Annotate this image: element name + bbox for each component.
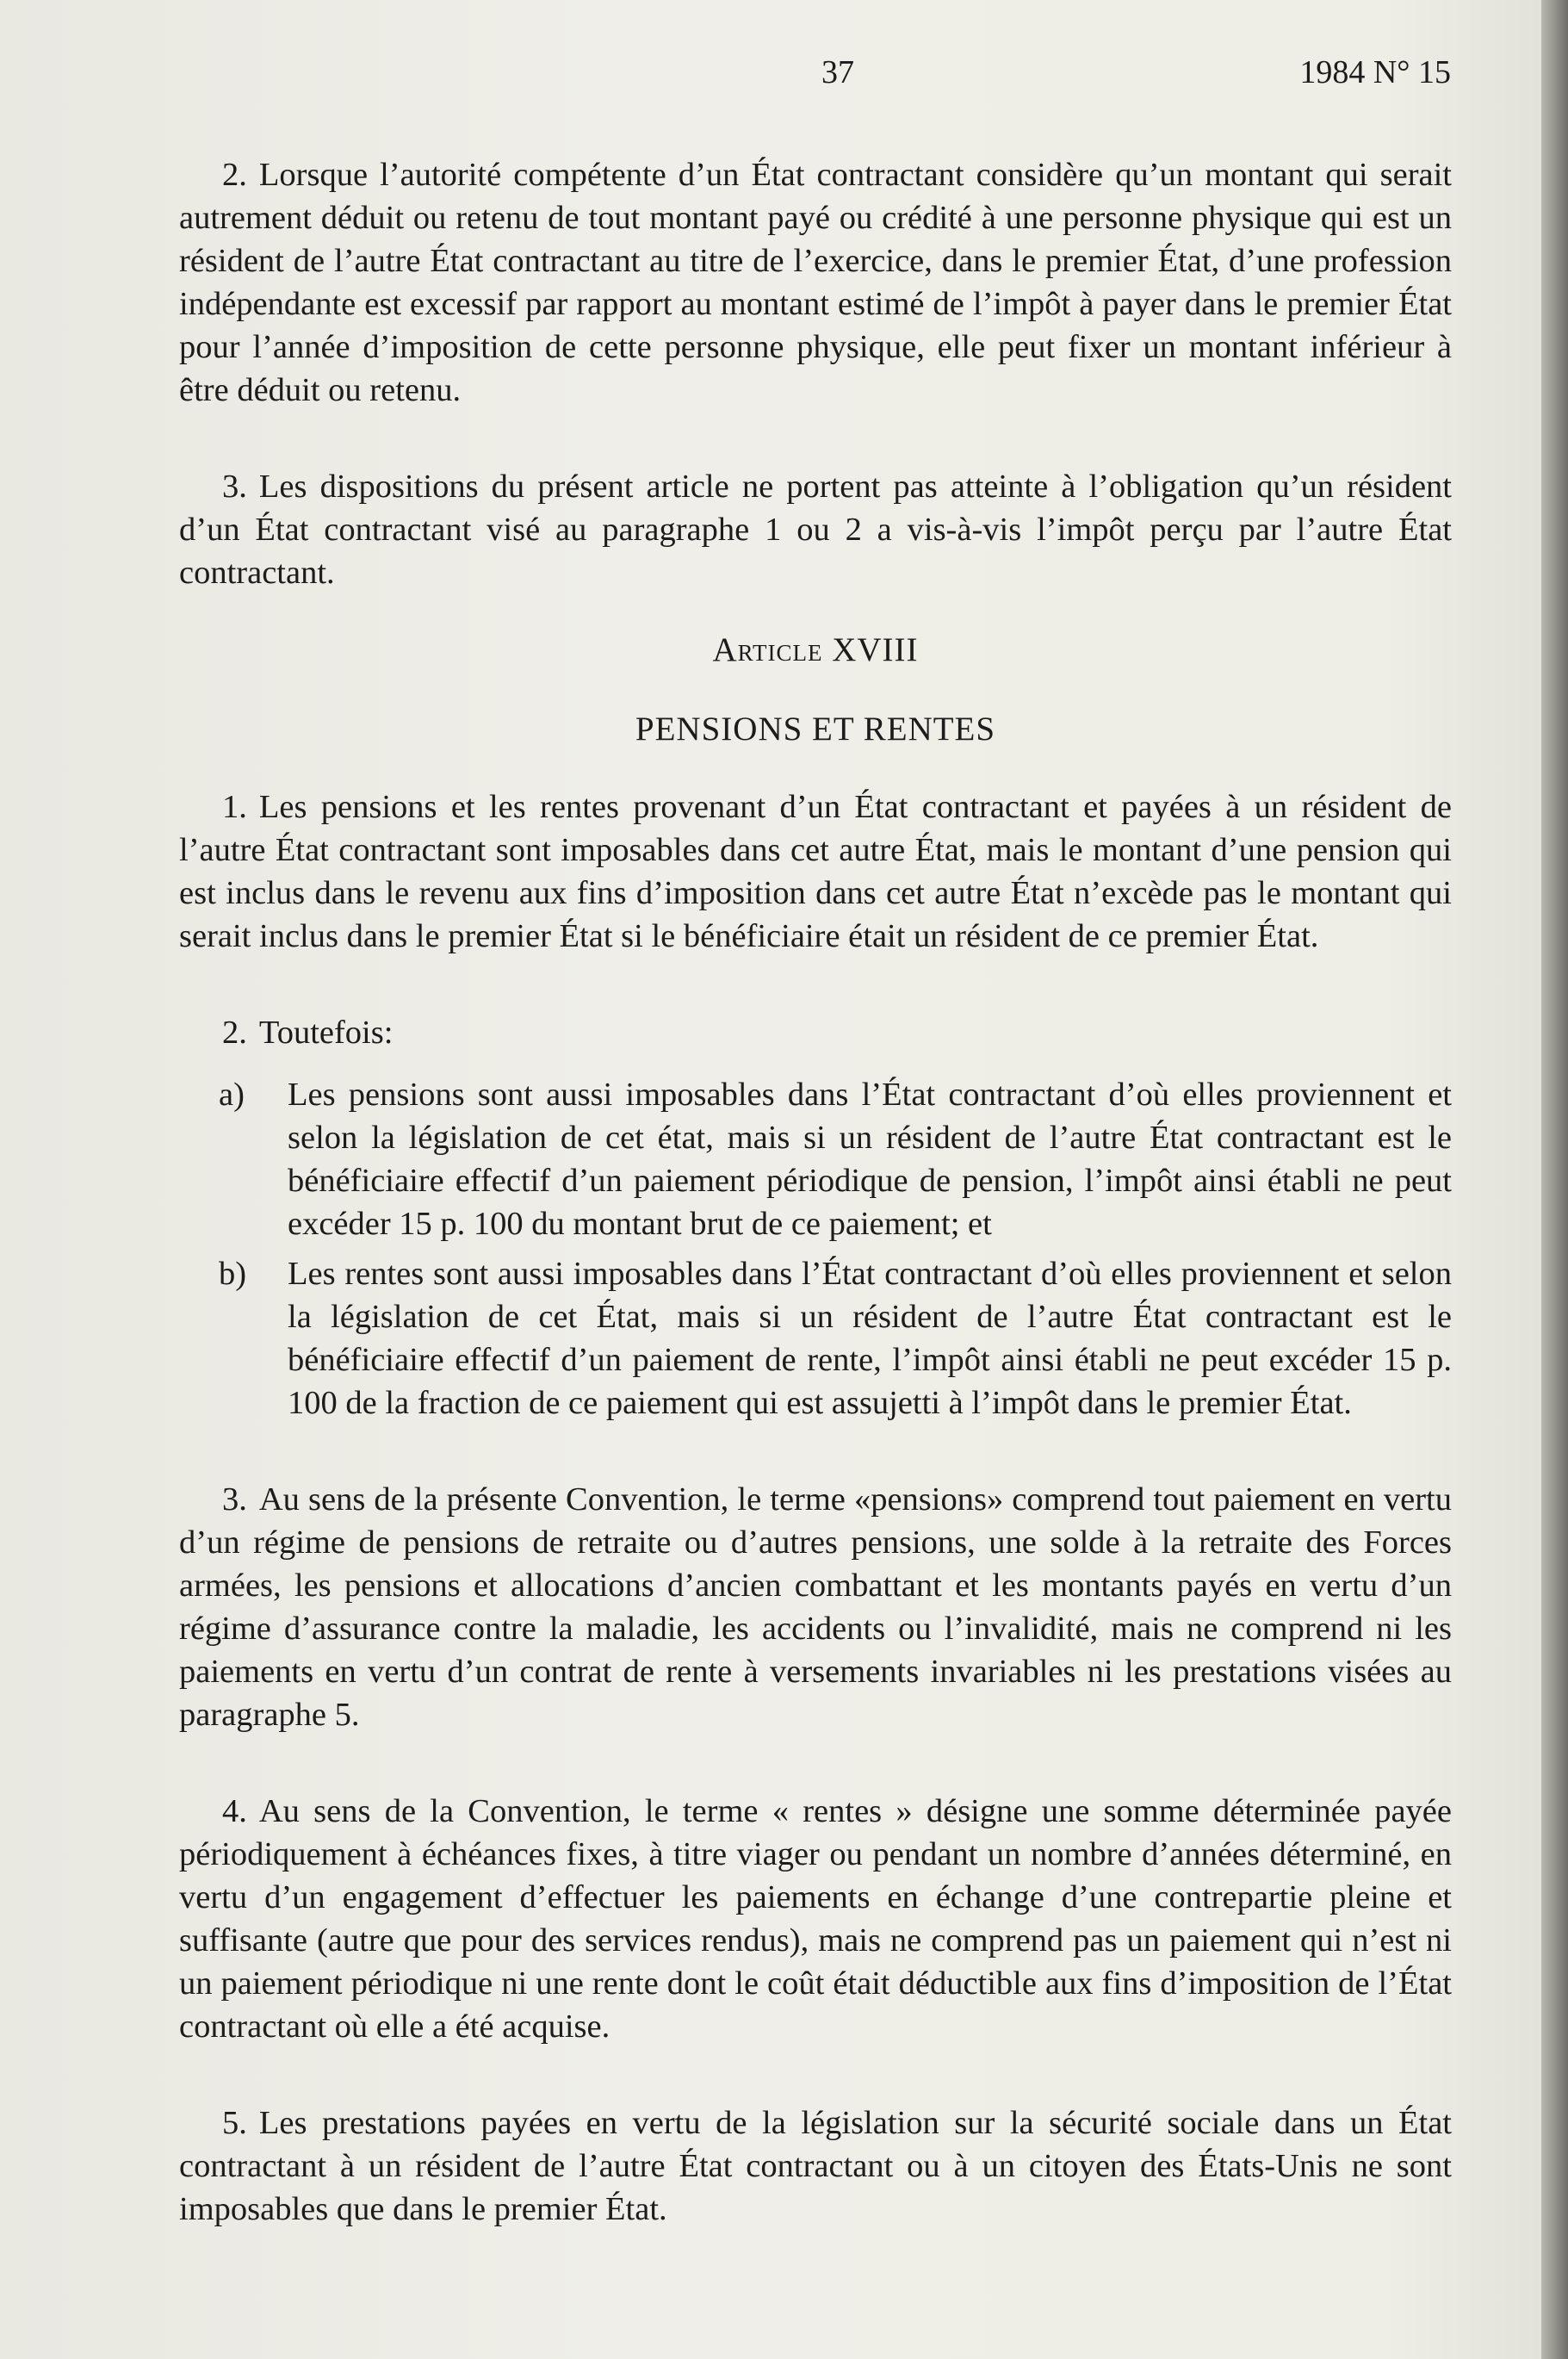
body-text (179, 153, 1452, 2284)
article-title: PENSIONS ET RENTES (635, 711, 996, 748)
paragraph-number: 5. (222, 2105, 247, 2141)
paragraph-number: 3. (222, 1481, 247, 1518)
list-item-text: Les pensions sont aussi imposables dans l’État contractant d’où elles proviennent et selon la législation de cet état, mais si un résident de l’autre État contractant est le bénéficiaire effectif d’un paiement périodique de pension, l’impôt ainsi établi ne peut excéder 15 p. 100 du montant brut de ce paiement; et (288, 1077, 1452, 1242)
paragraph-2-previous-article (179, 153, 1452, 412)
paragraph-text: Lorsque l’autorité compétente d’un État contractant considère qu’un montant qui serait autrement déduit ou retenu de tout montant payé ou crédité à une personne physique qui est un résident de l’autre État contractant au titre de l’exercice, dans le premier État, d’une profession indépendante est excessif par rapport au montant estimé de l’impôt à payer dans le premier État pour l’année d’imposition de cette personne physique, elle peut fixer un montant inférieur à être déduit ou retenu. (179, 157, 1452, 408)
paragraph-text: Les prestations payées en vertu de la législation sur la sécurité sociale dans un État contractant à un résident de l’autre État contractant ou à un citoyen des États-Unis ne sont imposables que dans le premier État. (179, 2105, 1452, 2227)
article-paragraph-3 (179, 1478, 1452, 1736)
paragraph-text: Les pensions et les rentes provenant d’un État contractant et payées à un résident de l’autre État contractant sont imposables dans cet autre État, mais le montant d’une pension qui est inclus dans le revenu aux fins d’imposition dans cet autre État n’excède pas le montant qui serait inclus dans le premier État si le bénéficiaire était un résident de ce premier État. (179, 789, 1452, 954)
list-marker: a) (219, 1077, 245, 1113)
article-number: Article XVIII (712, 631, 919, 668)
paragraph-number: 2. (222, 1015, 247, 1051)
running-header (0, 53, 1541, 114)
list-item-a (179, 1073, 1452, 1245)
article-paragraph-4 (179, 1790, 1452, 2048)
paragraph-number: 1. (222, 789, 247, 825)
list-item-text: Les rentes sont aussi imposables dans l’État contractant d’où elles proviennent et selon la législation de cet État, mais si un résident de l’autre État contractant est le bénéficiaire effectif d’un paiement de rente, l’impôt ainsi établi ne peut excéder 15 p. 100 de la fraction de ce paiement qui est assujetti à l’impôt dans le premier État. (288, 1256, 1452, 1421)
list-marker: b) (219, 1256, 247, 1292)
article-paragraph-5 (179, 2101, 1452, 2231)
paragraph-text: Au sens de la présente Convention, le terme «pensions» comprend tout paiement en vertu d’un régime de pensions de retraite ou d’autres pensions, une solde à la retraite des Forces armées, les pensions et allocations d’ancien combattant et les montants payés en vertu d’un régime d’assurance contre la maladie, les accidents ou l’invalidité, mais ne comprend ni les paiements en vertu d’un contrat de rente à versements invariables ni les prestations visées au paragraphe 5. (179, 1481, 1452, 1733)
paragraph-3-previous-article (179, 465, 1452, 594)
paragraph-text: Au sens de la Convention, le terme « rentes » désigne une somme déterminée payée périodiquement à échéances fixes, à titre viager ou pendant un nombre d’années déterminé, en vertu d’un engagement d’effectuer les paiements en échange d’une contrepartie pleine et suffisante (autre que pour des services rendus), mais ne comprend pas un paiement qui n’est ni un paiement périodique ni une rente dont le coût était déductible aux fins d’imposition de l’État contractant où elle a été acquise. (179, 1793, 1452, 2045)
article-paragraph-2 (179, 1011, 1452, 1425)
article-paragraph-1 (179, 785, 1452, 958)
paragraph-intro-text: Toutefois: (258, 1015, 394, 1051)
paragraph-number: 3. (222, 469, 247, 505)
paragraph-number: 2. (222, 157, 247, 193)
page-number: 37 (821, 54, 854, 90)
issue-number: 1984 N° 15 (1299, 54, 1451, 90)
list-item-b (179, 1252, 1452, 1425)
paragraph-text: Les dispositions du présent article ne portent pas atteinte à l’obligation qu’un résident d’un État contractant visé au paragraphe 1 ou 2 a vis-à-vis l’impôt perçu par l’autre État contractant. (179, 469, 1452, 591)
book-gutter-shadow (1541, 0, 1568, 2359)
paragraph-intro (179, 1011, 1452, 1054)
paragraph-number: 4. (222, 1793, 247, 1829)
